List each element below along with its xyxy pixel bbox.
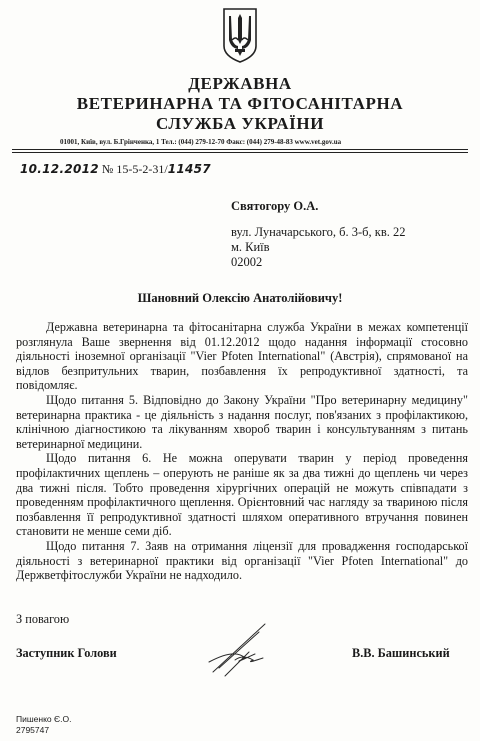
recipient-street: вул. Луначарського, б. 3-б, кв. 22 — [231, 225, 406, 239]
agency-name-line3: СЛУЖБА УКРАЇНИ — [155, 114, 325, 133]
header-rule-top — [12, 149, 468, 150]
paragraph-intro: Державна ветеринарна та фітосанітарна служба України в межах компетенції розглянула Ваше звернення від 01.12.2012 щодо надання інформації стосовно діяльності іноземної організації "Vier Pfoten International" (Австрія), спрямованої на відлов безпритульних тварин, позбавлення їх репродуктивної здатності, та повідомляє. — [16, 320, 468, 393]
paragraph-question-7: Щодо питання 7. Заяв на отримання ліцензії для провадження господарської діяльності з ветеринарної практики від організації "Vier Pfoten International" до Держветфітослужби України не надходило. — [16, 538, 468, 583]
paragraph-question-6: Щодо питання 6. Не можна оперувати тварин у період проведення профілактичних щеплень – оперують не раніше як за два тижні до щеплень чи через два тижні після. Тобто проведення хірургічних операцій не можуть співпадати з проведенням профілактичного щеплення. Орієнтовний час нагляду за твариною після позбавлення її репродуктивної здатності шляхом оперативного втручання повинен становити не менше семи діб. — [16, 451, 468, 539]
agency-contacts: 01001, Київ, вул. Б.Грінченка, 1 Тел.: (044) 279-12-70 Факс: (044) 279-48-83 www.vet.gov.ua — [60, 138, 342, 146]
agency-name-line1: ДЕРЖАВНА — [188, 74, 292, 93]
salutation: Шановний Олексію Анатолійовичу! — [137, 291, 343, 305]
signatory-position: Заступник Голови — [16, 646, 117, 660]
outgoing-reference — [20, 162, 211, 177]
signatory-name: В.В. Башинський — [352, 646, 450, 660]
executor-info — [16, 714, 71, 736]
coat-of-arms-icon — [221, 6, 259, 64]
letter-body — [16, 320, 468, 583]
recipient-name: Святогору О.А. — [231, 199, 319, 213]
outgoing-number: 15-5-2-31/ — [116, 162, 168, 176]
agency-name-line2: ВЕТЕРИНАРНА ТА ФІТОСАНІТАРНА — [76, 94, 404, 113]
outgoing-number-handwritten: 11457 — [167, 162, 211, 176]
number-label: № — [101, 162, 114, 176]
executor-phone: 2795747 — [16, 725, 50, 735]
recipient-city: м. Київ — [231, 240, 270, 254]
closing-phrase: З повагою — [16, 612, 70, 626]
executor-name: Пишенко Є.О. — [16, 714, 72, 724]
outgoing-date: 10.12.2012 — [20, 162, 99, 176]
recipient-zip: 02002 — [231, 255, 263, 269]
paragraph-question-5: Щодо питання 5. Відповідно до Закону України "Про ветеринарну медицину" ветеринарна практика - це діяльність з надання послуг, пов'язаних з профілактикою, клінічною діагностикою та лікуванням хвороб тварин і консультуванням з питань ветеринарної медицини. — [16, 392, 468, 451]
handwritten-signature — [205, 618, 275, 680]
header-rule-bottom — [12, 152, 468, 153]
